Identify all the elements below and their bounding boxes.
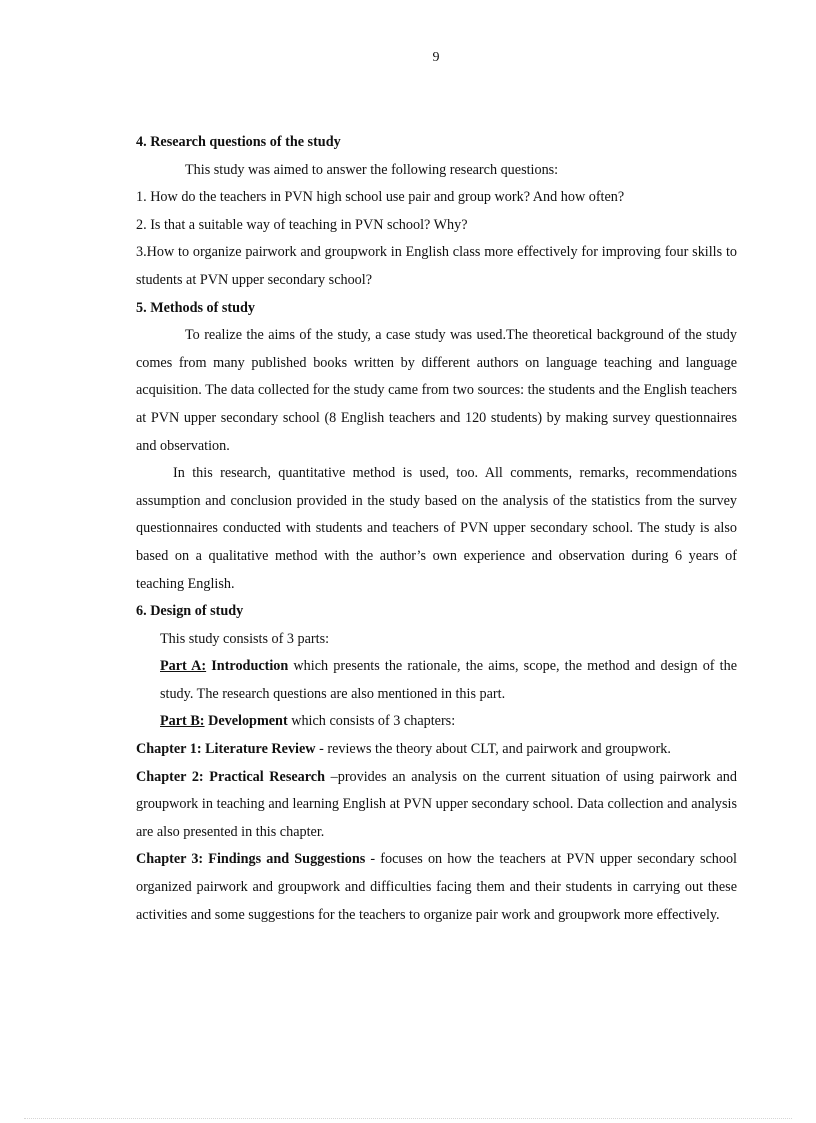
page-bottom-divider xyxy=(24,1118,792,1119)
chapter-3-text: - focuses on how the teachers at PVN upper secondary school organized pairwork and groupwork and difficulties facing them and their students in carrying out these activities and some suggestions for the teachers to organize pair work and groupwork more effectively. xyxy=(136,851,737,923)
chapter-2-title: Chapter 2: Practical Research xyxy=(136,768,325,785)
research-question-1: 1. How do the teachers in PVN high school use pair and group work? And how often? xyxy=(136,189,625,206)
chapter-1-text: - reviews the theory about CLT, and pairwork and groupwork. xyxy=(315,741,671,758)
design-intro: This study consists of 3 parts: xyxy=(160,630,330,647)
part-b-label: Part B: xyxy=(160,713,205,730)
part-a-text: which presents the rationale, the aims, scope, the method and design of the study. The research questions are also mentioned in this part. xyxy=(160,658,738,702)
page-number: 9 xyxy=(432,50,440,65)
chapter-2-paragraph xyxy=(136,764,737,847)
research-questions-intro: This study was aimed to answer the following research questions: xyxy=(185,161,559,178)
chapter-2-text: –provides an analysis on the current situation of using pairwork and groupwork in teaching and learning English at PVN upper secondary school. Data collection and analysis are also presented in this chapter. xyxy=(136,768,737,840)
section-heading-design: 6. Design of study xyxy=(136,603,244,620)
part-b-text: which consists of 3 chapters: xyxy=(287,713,456,730)
part-a-label: Part A: xyxy=(160,658,207,675)
research-question-2: 2. Is that a suitable way of teaching in PVN school? Why? xyxy=(136,216,468,233)
chapter-1-title: Chapter 1: Literature Review xyxy=(136,741,316,758)
methods-paragraph-2: In this research, quantitative method is used, too. All comments, remarks, recommendations assumption and conclusion provided in the study based on the analysis of the statistics from the survey questionnaires conducted with students and teachers of PVN upper secondary school. The study is also based on a qualitative method with the author’s own experience and observation during 6 years of teaching English. xyxy=(136,465,737,592)
part-a-title: Introduction xyxy=(211,658,289,675)
methods-paragraph-1: To realize the aims of the study, a case study was used.The theoretical background of the study comes from many published books written by different authors on language teaching and language acquisition. The data collected for the study came from two sources: the students and the English teachers at PVN upper secondary school (8 English teachers and 120 students) by making survey questionnaires and observation. xyxy=(136,327,737,454)
part-a-paragraph xyxy=(136,653,737,708)
document-body xyxy=(136,129,737,929)
section-heading-methods: 5. Methods of study xyxy=(136,299,256,316)
research-question-3: 3.How to organize pairwork and groupwork in English class more effectively for improving four skills to students at PVN upper secondary school? xyxy=(136,244,737,288)
chapter-3-title: Chapter 3: Findings and Suggestions xyxy=(136,851,366,868)
part-b-paragraph xyxy=(136,708,737,736)
chapter-3-paragraph xyxy=(136,846,737,929)
part-b-title: Development xyxy=(208,713,288,730)
section-heading-research-questions: 4. Research questions of the study xyxy=(136,134,341,150)
chapter-1-paragraph xyxy=(136,736,737,764)
